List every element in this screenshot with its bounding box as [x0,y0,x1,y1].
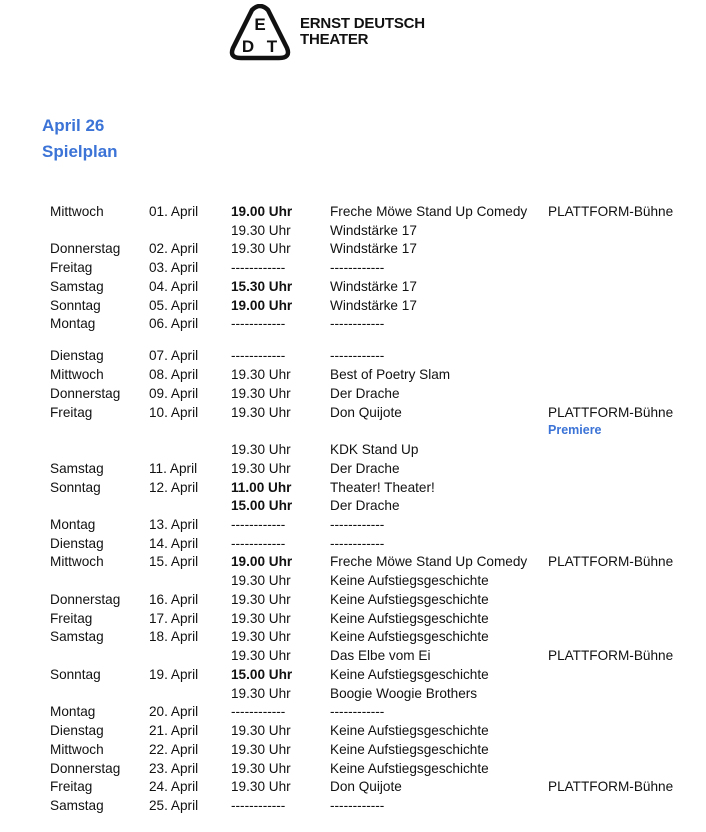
time-cell: 15.30 Uhr [231,279,293,294]
time-cell: ------------ [231,316,286,331]
date-cell: 15. April [149,554,199,569]
date-cell: 02. April [149,241,199,256]
weekday-cell: Sonntag [50,480,101,495]
date-cell: 23. April [149,761,199,776]
weekday-cell: Mittwoch [50,204,104,219]
time-cell: 19.30 Uhr [231,367,291,382]
schedule-row [0,384,706,403]
date-cell: 08. April [149,367,199,382]
time-cell: ------------ [231,798,286,813]
weekday-cell: Donnerstag [50,386,121,401]
venue-cell: PLATTFORM-Bühne [548,554,674,569]
title-cell: Keine Aufstiegsgeschichte [330,592,489,607]
time-cell: 19.30 Uhr [231,779,291,794]
title-cell: Keine Aufstiegsgeschichte [330,761,489,776]
time-cell: 19.30 Uhr [231,405,291,420]
date-cell: 01. April [149,204,199,219]
date-cell: 20. April [149,704,199,719]
weekday-cell: Freitag [50,405,93,420]
weekday-cell: Freitag [50,611,93,626]
venue-cell: PLATTFORM-Bühne [548,779,674,794]
weekday-cell: Samstag [50,461,104,476]
premiere-label: Premiere [548,423,602,437]
date-cell: 25. April [149,798,199,813]
schedule-row [0,702,706,721]
schedule-row [0,759,706,778]
weekday-cell: Freitag [50,779,93,794]
date-cell: 24. April [149,779,199,794]
date-cell: 10. April [149,405,199,420]
title-cell: Keine Aufstiegsgeschichte [330,573,489,588]
schedule-row [0,796,706,815]
time-cell: 15.00 Uhr [231,498,293,513]
schedule-row [0,684,706,703]
title-cell: Windstärke 17 [330,241,417,256]
time-cell: 19.30 Uhr [231,611,291,626]
weekday-cell: Mittwoch [50,554,104,569]
schedule-row [0,221,706,240]
schedule-row [0,721,706,740]
time-cell: 15.00 Uhr [231,667,293,682]
schedule-row [0,277,706,296]
schedule-row [0,346,706,365]
title-cell: Keine Aufstiegsgeschichte [330,667,489,682]
date-cell: 12. April [149,480,199,495]
title-cell: ------------ [330,704,385,719]
venue-cell: PLATTFORM-Bühne [548,648,674,663]
schedule-row [0,571,706,590]
time-cell: ------------ [231,260,286,275]
title-cell: Der Drache [330,461,400,476]
date-cell: 06. April [149,316,199,331]
time-cell: 19.30 Uhr [231,223,291,238]
title-cell: Theater! Theater! [330,480,435,495]
date-cell: 14. April [149,536,199,551]
time-cell: 19.30 Uhr [231,442,291,457]
title-cell: ------------ [330,536,385,551]
schedule-row [0,296,706,315]
schedule-row [0,365,706,384]
venue-cell: PLATTFORM-Bühne [548,405,674,420]
title-cell: KDK Stand Up [330,442,419,457]
title-cell: ------------ [330,260,385,275]
weekday-cell: Sonntag [50,667,101,682]
schedule-row [0,609,706,628]
title-cell: Das Elbe vom Ei [330,648,431,663]
title-cell: Boogie Woogie Brothers [330,686,478,701]
schedule-row [0,627,706,646]
time-cell: 19.30 Uhr [231,629,291,644]
title-cell: Keine Aufstiegsgeschichte [330,723,489,738]
weekday-cell: Donnerstag [50,761,121,776]
title-cell: Windstärke 17 [330,223,417,238]
date-cell: 21. April [149,723,199,738]
schedule-row [0,590,706,609]
time-cell: ------------ [231,348,286,363]
time-cell: 19.00 Uhr [231,204,293,219]
schedule-row [0,478,706,497]
time-cell: 19.30 Uhr [231,648,291,663]
time-cell: 19.30 Uhr [231,241,291,256]
month-heading: April 26 [42,116,105,135]
weekday-cell: Mittwoch [50,367,104,382]
weekday-cell: Montag [50,316,96,331]
schedule-row [0,258,706,277]
schedule-row [0,440,706,459]
time-cell: 19.30 Uhr [231,461,291,476]
logo-letter-t: T [266,37,278,56]
title-cell: Keine Aufstiegsgeschichte [330,742,489,757]
schedule-row [0,515,706,534]
date-cell: 17. April [149,611,199,626]
schedule-row [0,459,706,478]
date-cell: 16. April [149,592,199,607]
weekday-cell: Samstag [50,629,104,644]
time-cell: ------------ [231,704,286,719]
time-cell: 19.00 Uhr [231,554,293,569]
weekday-cell: Samstag [50,279,104,294]
time-cell: 11.00 Uhr [231,480,292,495]
title-cell: ------------ [330,348,385,363]
schedule-row [0,239,706,258]
date-cell: 13. April [149,517,199,532]
title-cell: Freche Möwe Stand Up Comedy [330,204,528,219]
date-cell: 09. April [149,386,199,401]
time-cell: 19.30 Uhr [231,742,291,757]
schedule-row [0,777,706,796]
time-cell: 19.30 Uhr [231,761,291,776]
logo-line-2: THEATER [300,31,369,48]
time-cell: 19.00 Uhr [231,298,293,313]
title-cell: Windstärke 17 [330,298,417,313]
title-cell: Best of Poetry Slam [330,367,451,382]
date-cell: 22. April [149,742,199,757]
weekday-cell: Donnerstag [50,592,121,607]
logo-letter-e: E [254,15,266,34]
weekday-cell: Dienstag [50,723,104,738]
schedule-row [0,646,706,665]
title-cell: Windstärke 17 [330,279,417,294]
weekday-cell: Montag [50,517,96,532]
schedule-row [0,552,706,571]
date-cell: 11. April [149,461,198,476]
weekday-cell: Freitag [50,260,93,275]
title-cell: Keine Aufstiegsgeschichte [330,611,489,626]
schedule-row [0,314,706,333]
time-cell: ------------ [231,517,286,532]
title-cell: Der Drache [330,386,400,401]
date-cell: 07. April [149,348,199,363]
time-cell: 19.30 Uhr [231,573,291,588]
logo-letter-d: D [241,37,255,56]
schedule-row [0,202,706,221]
date-cell: 18. April [149,629,199,644]
logo-line-1: ERNST DEUTSCH [300,15,425,32]
date-cell: 05. April [149,298,199,313]
time-cell: 19.30 Uhr [231,386,291,401]
schedule-row [0,665,706,684]
schedule-row [0,534,706,553]
title-cell: Don Quijote [330,779,402,794]
time-cell: 19.30 Uhr [231,686,291,701]
weekday-cell: Dienstag [50,348,104,363]
weekday-cell: Montag [50,704,96,719]
title-cell: Freche Möwe Stand Up Comedy [330,554,528,569]
schedule-row [0,496,706,515]
title-cell: ------------ [330,798,385,813]
time-cell: 19.30 Uhr [231,723,291,738]
time-cell: 19.30 Uhr [231,592,291,607]
schedule-heading: Spielplan [42,142,118,161]
schedule-row [0,740,706,759]
weekday-cell: Dienstag [50,536,104,551]
title-cell: Don Quijote [330,405,402,420]
title-cell: Keine Aufstiegsgeschichte [330,629,489,644]
date-cell: 04. April [149,279,199,294]
date-cell: 03. April [149,260,199,275]
title-cell: ------------ [330,517,385,532]
weekday-cell: Samstag [50,798,104,813]
title-cell: ------------ [330,316,385,331]
date-cell: 19. April [149,667,199,682]
venue-cell: PLATTFORM-Bühne [548,204,674,219]
weekday-cell: Sonntag [50,298,101,313]
time-cell: ------------ [231,536,286,551]
weekday-cell: Donnerstag [50,241,121,256]
schedule-row [0,403,706,422]
schedule-note-row [0,421,706,440]
title-cell: Der Drache [330,498,400,513]
weekday-cell: Mittwoch [50,742,104,757]
